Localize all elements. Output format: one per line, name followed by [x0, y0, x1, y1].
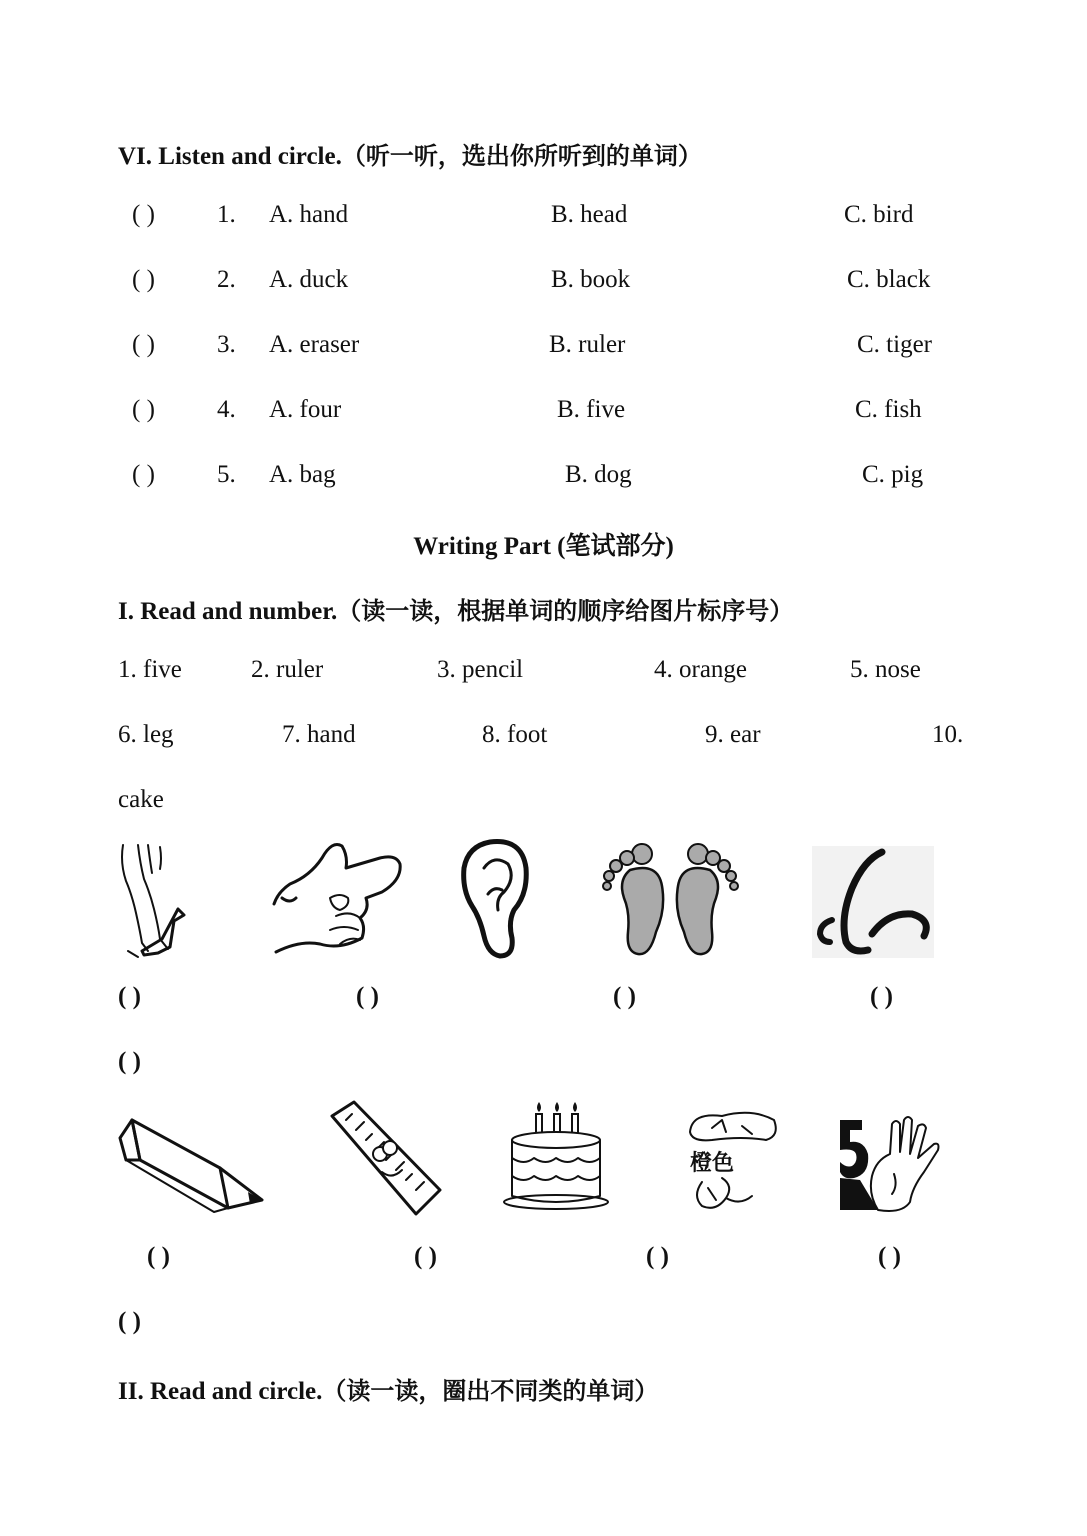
- answer-blank[interactable]: ( ): [356, 983, 379, 1010]
- option-c[interactable]: C. black: [847, 266, 931, 293]
- nose-icon: [812, 846, 934, 958]
- answer-blank[interactable]: ( ): [147, 1243, 170, 1270]
- option-c[interactable]: C. fish: [855, 396, 922, 423]
- option-b[interactable]: B. five: [557, 396, 626, 423]
- word-item: 7. hand: [282, 721, 356, 748]
- section-6-heading-cn: （听一听，选出你所听到的单词）: [341, 142, 702, 170]
- answer-blank[interactable]: ( ): [414, 1243, 437, 1270]
- answer-blank[interactable]: ( ): [613, 983, 636, 1010]
- item-number: 1.: [217, 201, 236, 228]
- section-2-heading-cn: （读一读，圈出不同类的单词）: [322, 1377, 659, 1405]
- option-b[interactable]: B. ruler: [549, 331, 626, 358]
- answer-blank[interactable]: ( ): [132, 461, 155, 488]
- pencil-icon: [118, 1112, 266, 1216]
- section-2-heading-en: II. Read and circle.: [118, 1378, 323, 1405]
- word-item: 4. orange: [654, 656, 748, 683]
- answer-blank[interactable]: ( ): [878, 1243, 901, 1270]
- section-6-heading-en: VI. Listen and circle.: [118, 143, 342, 170]
- answer-blank[interactable]: ( ): [132, 396, 155, 423]
- answer-blank[interactable]: ( ): [870, 983, 893, 1010]
- option-a[interactable]: A. duck: [269, 266, 349, 293]
- ruler-icon: [328, 1100, 442, 1218]
- orange-icon: [682, 1106, 782, 1214]
- option-a[interactable]: A. bag: [269, 461, 336, 488]
- answer-blank[interactable]: ( ): [118, 1308, 141, 1335]
- answer-blank[interactable]: ( ): [118, 983, 141, 1010]
- option-b[interactable]: B. book: [551, 266, 631, 293]
- writing-part-title: Writing Part (笔试部分): [413, 533, 674, 560]
- five-icon: [838, 1114, 962, 1214]
- item-number: 5.: [217, 461, 236, 488]
- option-b[interactable]: B. dog: [565, 461, 632, 488]
- option-b[interactable]: B. head: [551, 201, 628, 228]
- section-6-heading: [118, 136, 702, 171]
- word-item: 2. ruler: [251, 656, 324, 683]
- word-item: 9. ear: [705, 721, 761, 748]
- answer-blank[interactable]: ( ): [646, 1243, 669, 1270]
- word-item: cake: [118, 786, 164, 813]
- option-a[interactable]: A. eraser: [269, 331, 360, 358]
- foot-icon: [600, 840, 742, 960]
- option-c[interactable]: C. tiger: [857, 331, 932, 358]
- option-a[interactable]: A. four: [269, 396, 342, 423]
- section-1-heading-en: I. Read and number.: [118, 598, 338, 625]
- word-item: 5. nose: [850, 656, 921, 683]
- option-a[interactable]: A. hand: [269, 201, 349, 228]
- section-2-heading: [118, 1371, 658, 1406]
- cake-icon: [500, 1100, 612, 1212]
- ear-icon: [460, 838, 532, 960]
- answer-blank[interactable]: ( ): [132, 201, 155, 228]
- section-1-heading: [118, 591, 793, 626]
- section-1-heading-cn: （读一读，根据单词的顺序给图片标序号）: [337, 597, 794, 625]
- word-item: 3. pencil: [437, 656, 524, 683]
- word-item: 6. leg: [118, 721, 174, 748]
- hand-icon: [270, 840, 405, 958]
- word-item: 1. five: [118, 656, 182, 683]
- option-c[interactable]: C. pig: [862, 461, 924, 488]
- answer-blank[interactable]: ( ): [132, 331, 155, 358]
- item-number: 4.: [217, 396, 236, 423]
- word-item: 8. foot: [482, 721, 548, 748]
- leg-icon: [118, 843, 190, 961]
- item-number: 2.: [217, 266, 236, 293]
- word-item: 10.: [932, 721, 964, 748]
- option-c[interactable]: C. bird: [844, 201, 914, 228]
- orange-label: 橙色: [690, 1151, 735, 1176]
- item-number: 3.: [217, 331, 236, 358]
- answer-blank[interactable]: ( ): [132, 266, 155, 293]
- answer-blank[interactable]: ( ): [118, 1048, 141, 1075]
